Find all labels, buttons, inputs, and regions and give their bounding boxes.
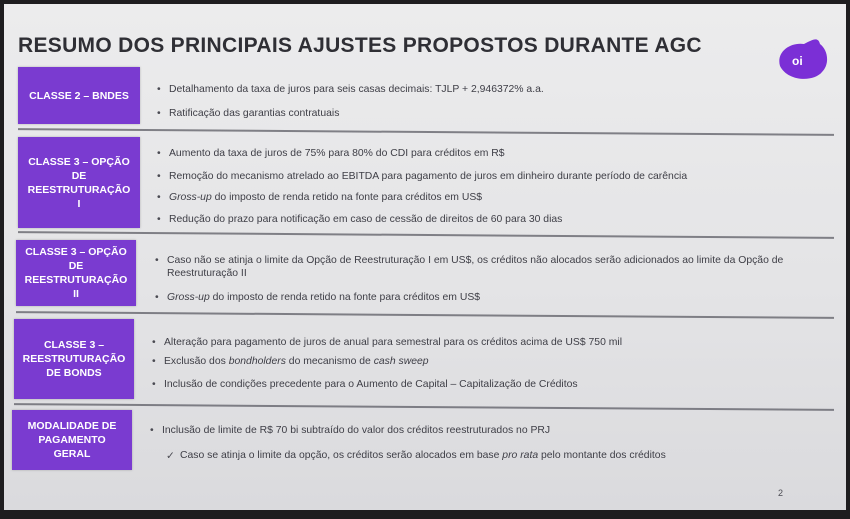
bullet-item: • Ratificação das garantias contratuais — [169, 108, 339, 119]
bullet-emphasis: Gross-up — [169, 192, 212, 203]
bullet-item: • Inclusão de limite de R$ 70 bi subtraído do valor dos créditos reestruturados no PRJ — [162, 425, 550, 436]
bullet-item: • Redução do prazo para notificação em caso de cessão de direitos de 60 para 30 dias — [169, 214, 562, 225]
bullet-item — [164, 356, 429, 367]
check-item — [166, 450, 666, 462]
page-number: 2 — [778, 488, 784, 498]
bullet-item: • Caso não se atinja o limite da Opção de Reestruturação I em US$, os créditos não alocados serão adicionados ao limite da Opção de Reestruturação II — [167, 254, 807, 280]
bullet-item: • Remoção do mecanismo atrelado ao EBITDA para pagamento de juros em dinheiro durante período de carência — [169, 171, 687, 182]
slide-title: RESUMO DOS PRINCIPAIS AJUSTES PROPOSTOS DURANTE AGC — [18, 34, 702, 57]
check-text: Caso se atinja o limite da opção, os créditos serão alocados em base — [180, 450, 503, 461]
bullet-text: do mecanismo de — [285, 356, 374, 367]
check-text: pelo montante dos créditos — [538, 450, 666, 461]
check-icon: ✓ — [166, 451, 175, 462]
row-divider — [14, 403, 834, 411]
bullet-emphasis: bondholders — [228, 356, 286, 367]
class-box-classe-3-opcao-1: CLASSE 3 – OPÇÃO DE REESTRUTURAÇÃO I — [18, 137, 140, 228]
bullet-item: • Aumento da taxa de juros de 75% para 80% do CDI para créditos em R$ — [169, 148, 505, 159]
bullet-text: do imposto de renda retido na fonte para créditos em US$ — [211, 192, 483, 203]
row-divider — [18, 231, 834, 239]
bullet-text: Exclusão dos — [164, 356, 229, 367]
bullet-emphasis: Gross-up — [167, 292, 210, 303]
row-divider — [16, 311, 834, 319]
bullet-item — [167, 292, 480, 303]
bullet-item — [169, 192, 482, 203]
class-box-classe-2: CLASSE 2 – BNDES — [18, 67, 140, 124]
class-box-classe-3-bonds: CLASSE 3 – REESTRUTURAÇÃO DE BONDS — [14, 319, 134, 399]
check-emphasis: pro rata — [502, 450, 539, 461]
class-box-classe-3-opcao-2: CLASSE 3 – OPÇÃO DE REESTRUTURAÇÃO II — [16, 240, 136, 306]
bullet-emphasis: cash sweep — [373, 356, 429, 367]
bullet-text: do imposto de renda retido na fonte para créditos em US$ — [209, 292, 481, 303]
oi-logo — [772, 38, 830, 82]
class-box-modalidade-geral: MODALIDADE DE PAGAMENTO GERAL — [12, 410, 132, 470]
logo-text: oi — [792, 54, 803, 68]
row-divider — [18, 128, 834, 136]
bullet-item: • Inclusão de condições precedente para o Aumento de Capital – Capitalização de Créditos — [164, 379, 578, 390]
slide — [4, 4, 846, 510]
bullet-item: • Alteração para pagamento de juros de anual para semestral para os créditos acima de US$ 750 mil — [164, 337, 622, 348]
bullet-item: • Detalhamento da taxa de juros para seis casas decimais: TJLP + 2,946372% a.a. — [169, 84, 544, 95]
